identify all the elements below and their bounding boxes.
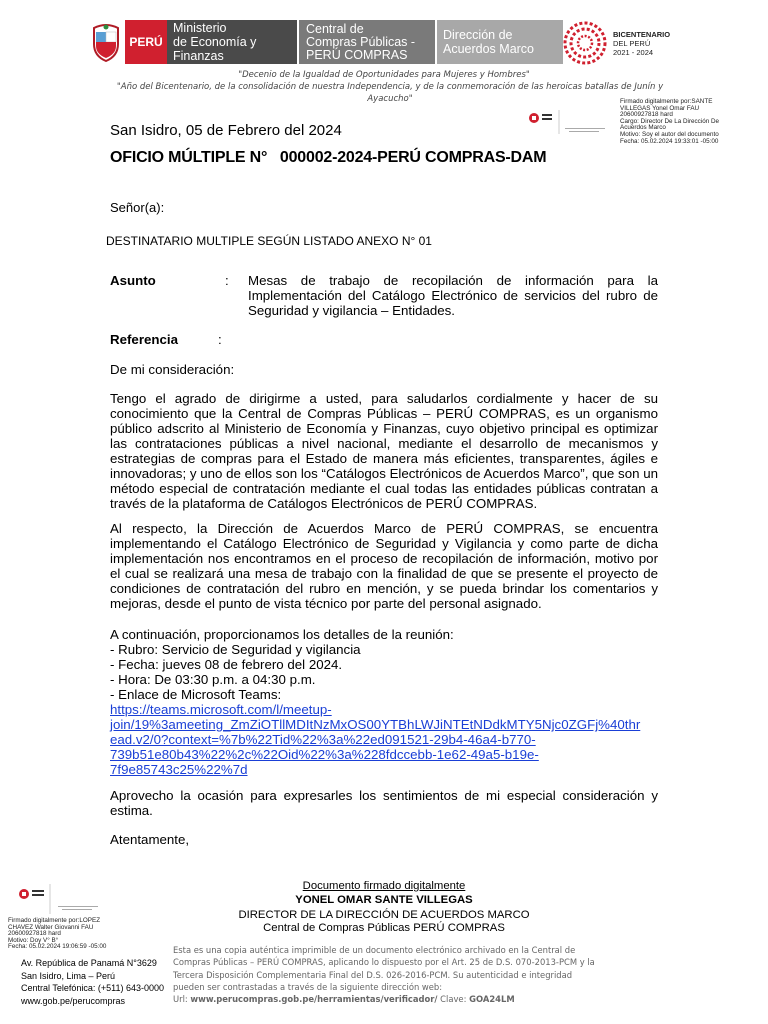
peru-coat-of-arms-icon bbox=[90, 24, 122, 62]
sig-top-line: Acuerdos Marco bbox=[620, 124, 666, 132]
ministerio-brand-box bbox=[167, 20, 297, 64]
signer-name: YONEL OMAR SANTE VILLEGAS bbox=[295, 894, 473, 906]
recipient: DESTINATARIO MULTIPLE SEGÚN LISTADO ANEXO N° 01 bbox=[106, 234, 432, 248]
peru-compras-signature-logo-icon bbox=[527, 108, 617, 136]
bicentenario-line-3: 2021 - 2024 bbox=[613, 48, 654, 57]
central-line-3: PERÚ COMPRAS bbox=[306, 47, 408, 62]
asunto-label: Asunto bbox=[110, 273, 156, 288]
peru-brand-box bbox=[125, 20, 167, 64]
sig-top-line: Firmado digitalmente por:SANTE bbox=[620, 98, 713, 105]
paragraph-intro: Tengo el agrado de dirigirme a usted, para saludarlos cordialmente y hacer de su conocimiento que la Central de Compras Públicas – PERÚ COMPRAS, es un organismo público adscrito al Ministerio de Economía y Finanzas, cuyo objetivo principal es optimizar las contrataciones públicas a nivel nacional, mediante el desarrollo de mecanismos y estrategias de compras para el Estado de manera más eficientes, transparentes, ágiles e innovadoras; y uno de ellos son los “Catálogos Electrónicos de Acuerdos Marco”, que son un método especial de contratación mediante el cual todas las entidades públicas contratan a través de la plataforma de Catálogos Electrónicos de PERÚ COMPRAS. bbox=[110, 391, 658, 511]
signer-position: DIRECTOR DE LA DIRECCIÓN DE ACUERDOS MARCO bbox=[238, 909, 530, 921]
direccion-brand-box bbox=[437, 20, 563, 64]
teams-link[interactable] bbox=[110, 702, 658, 777]
sig-bot-line: Firmado digitalmente por:LOPEZ bbox=[8, 917, 101, 924]
paragraph-respecto: Al respecto, la Dirección de Acuerdos Marco de PERÚ COMPRAS, se encuentra implementando el Catálogo Electrónico de Seguridad y Vigilancia y como parte de dicha implementación nos encontramos en el proceso de recopilación de información, motivo por el cual se realizará una mesa de trabajo con la finalidad de que se presente el proyecto de condiciones de contratación del rubro en mención, y se pueda brindar los comentarios y mejoras, desde el punto de vista técnico por parte del personal asignado. bbox=[110, 521, 658, 611]
central-line-2: Compras Públicas - bbox=[306, 34, 416, 49]
salutation: Señor(a): bbox=[110, 200, 165, 215]
bicentenario-text bbox=[613, 30, 670, 57]
central-line-1: Central de bbox=[306, 21, 364, 36]
teams-link-line[interactable]: ead.v2/0?context=%7b%22Tid%22%3a%22ed091521-29b4-46a4-b770- bbox=[110, 732, 536, 747]
verification-notice bbox=[173, 944, 603, 1005]
closing: Atentamente, bbox=[110, 832, 190, 847]
address-line: San Isidro, Lima – Perú bbox=[21, 970, 116, 981]
sig-bot-line: 20600927818 hard bbox=[8, 930, 61, 938]
digital-signature-top bbox=[620, 99, 768, 145]
url-label: Url: bbox=[173, 994, 188, 1005]
peru-label: PERÚ bbox=[129, 35, 163, 49]
motto-bicentenario: "Año del Bicentenario, de la consolidación de nuestra Independencia, y de la conmemoración de las heroicas batallas de Junín y Ayacucho" bbox=[116, 82, 664, 104]
peru-compras-vb-logo-icon bbox=[18, 884, 108, 914]
asunto-colon: : bbox=[225, 273, 229, 288]
direccion-line-1: Dirección de bbox=[443, 28, 513, 42]
teams-link-line[interactable]: https://teams.microsoft.com/l/meetup- bbox=[110, 702, 332, 717]
consideracion: De mi consideración: bbox=[110, 362, 235, 377]
teams-link-line[interactable]: 7f9e85743c25%22%7d bbox=[110, 762, 248, 777]
sig-top-line: Motivo: Soy el autor del documento bbox=[620, 130, 719, 138]
detail-fecha: - Fecha: jueves 08 de febrero del 2024. bbox=[110, 657, 343, 672]
asunto-text: Mesas de trabajo de recopilación de información para la Implementación del Catálogo Electrónico de servicios del rubro de Seguridad y vigilancia – Entidades. bbox=[248, 273, 658, 318]
website-link[interactable]: www.gob.pe/perucompras bbox=[21, 995, 126, 1006]
detail-hora: - Hora: De 03:30 p.m. a 04:30 p.m. bbox=[110, 672, 316, 687]
motto-decenio: "Decenio de la Igualdad de Oportunidades para Mujeres y Hombres" bbox=[238, 70, 530, 80]
sig-bot-line: CHAVEZ Walter Giovanni FAU bbox=[8, 923, 94, 931]
detail-enlace: - Enlace de Microsoft Teams: bbox=[110, 687, 282, 702]
sig-top-line: Cargo: Director De La Dirección De bbox=[620, 117, 720, 125]
address-line: Av. República de Panamá N°3629 bbox=[21, 958, 157, 968]
ministerio-line-1: Ministerio bbox=[173, 21, 227, 35]
sig-top-line: Fecha: 05.02.2024 19:33:01 -05:00 bbox=[620, 137, 719, 145]
verification-url[interactable]: www.perucompras.gob.pe/herramientas/verificador/ bbox=[190, 994, 438, 1005]
verification-text: Esta es una copia auténtica imprimible de un documento electrónico archivado en la Central de Compras Públicas – PERÚ COMPRAS, aplicando lo dispuesto por el Art. 25 de D.S. 070-2013-PCM y la Tercera Disposición Complementaria Final del D.S. 026-2016-PCM. Su autenticidad e integridad pueden ser contrastadas a través de la siguiente dirección web: bbox=[173, 945, 595, 992]
bicentenario-line-1: BICENTENARIO bbox=[613, 30, 671, 39]
clave-label: Clave: bbox=[440, 994, 467, 1005]
address-line: Central Telefónica: (+511) 643-0000 bbox=[21, 983, 165, 993]
referencia-colon: : bbox=[218, 332, 222, 347]
details-intro: A continuación, proporcionamos los detalles de la reunión: bbox=[110, 627, 454, 642]
signer-entity: Central de Compras Públicas PERÚ COMPRAS bbox=[263, 922, 505, 934]
sig-top-line: 20600927818 hard bbox=[620, 111, 673, 119]
meeting-details bbox=[110, 627, 658, 777]
sig-bot-line: Fecha: 05.02.2024 19:06:59 -05:00 bbox=[8, 943, 107, 951]
paragraph-closing: Aprovecho la ocasión para expresarles los sentimientos de mi especial consideración y estima. bbox=[110, 788, 658, 818]
oficio-title: OFICIO MÚLTIPLE N° 000002-2024-PERÚ COMPRAS-DAM bbox=[110, 149, 547, 166]
sig-bot-line: Motivo: Doy V° B° bbox=[8, 936, 59, 944]
footer-address bbox=[21, 957, 164, 1007]
sig-top-line: VILLEGAS Yonel Omar FAU bbox=[620, 104, 700, 112]
direccion-line-2: Acuerdos Marco bbox=[443, 42, 535, 56]
teams-link-line[interactable]: join/19%3ameeting_ZmZiOTllMDItNzMxOS00YTBhLWJiNTEtNDdkMTY5Njc0ZGFj%40thr bbox=[110, 717, 641, 732]
teams-link-line[interactable]: 739b51e80b43%22%2c%22Oid%22%3a%228fdccebb-1e62-49a5-b19e- bbox=[110, 747, 539, 762]
ministerio-line-2: de Economía y Finanzas bbox=[173, 35, 257, 63]
letter-date: San Isidro, 05 de Febrero del 2024 bbox=[110, 122, 342, 139]
documento-firmado-label: Documento firmado digitalmente bbox=[302, 880, 466, 892]
clave-value: GOA24LM bbox=[469, 994, 515, 1005]
bicentenario-logo-icon bbox=[562, 20, 608, 66]
digital-signature-bottom bbox=[8, 918, 128, 951]
detail-rubro: - Rubro: Servicio de Seguridad y vigilancia bbox=[110, 642, 361, 657]
central-compras-brand-box bbox=[299, 20, 435, 64]
referencia-label: Referencia bbox=[110, 332, 178, 347]
bicentenario-line-2: DEL PERÚ bbox=[613, 39, 651, 48]
